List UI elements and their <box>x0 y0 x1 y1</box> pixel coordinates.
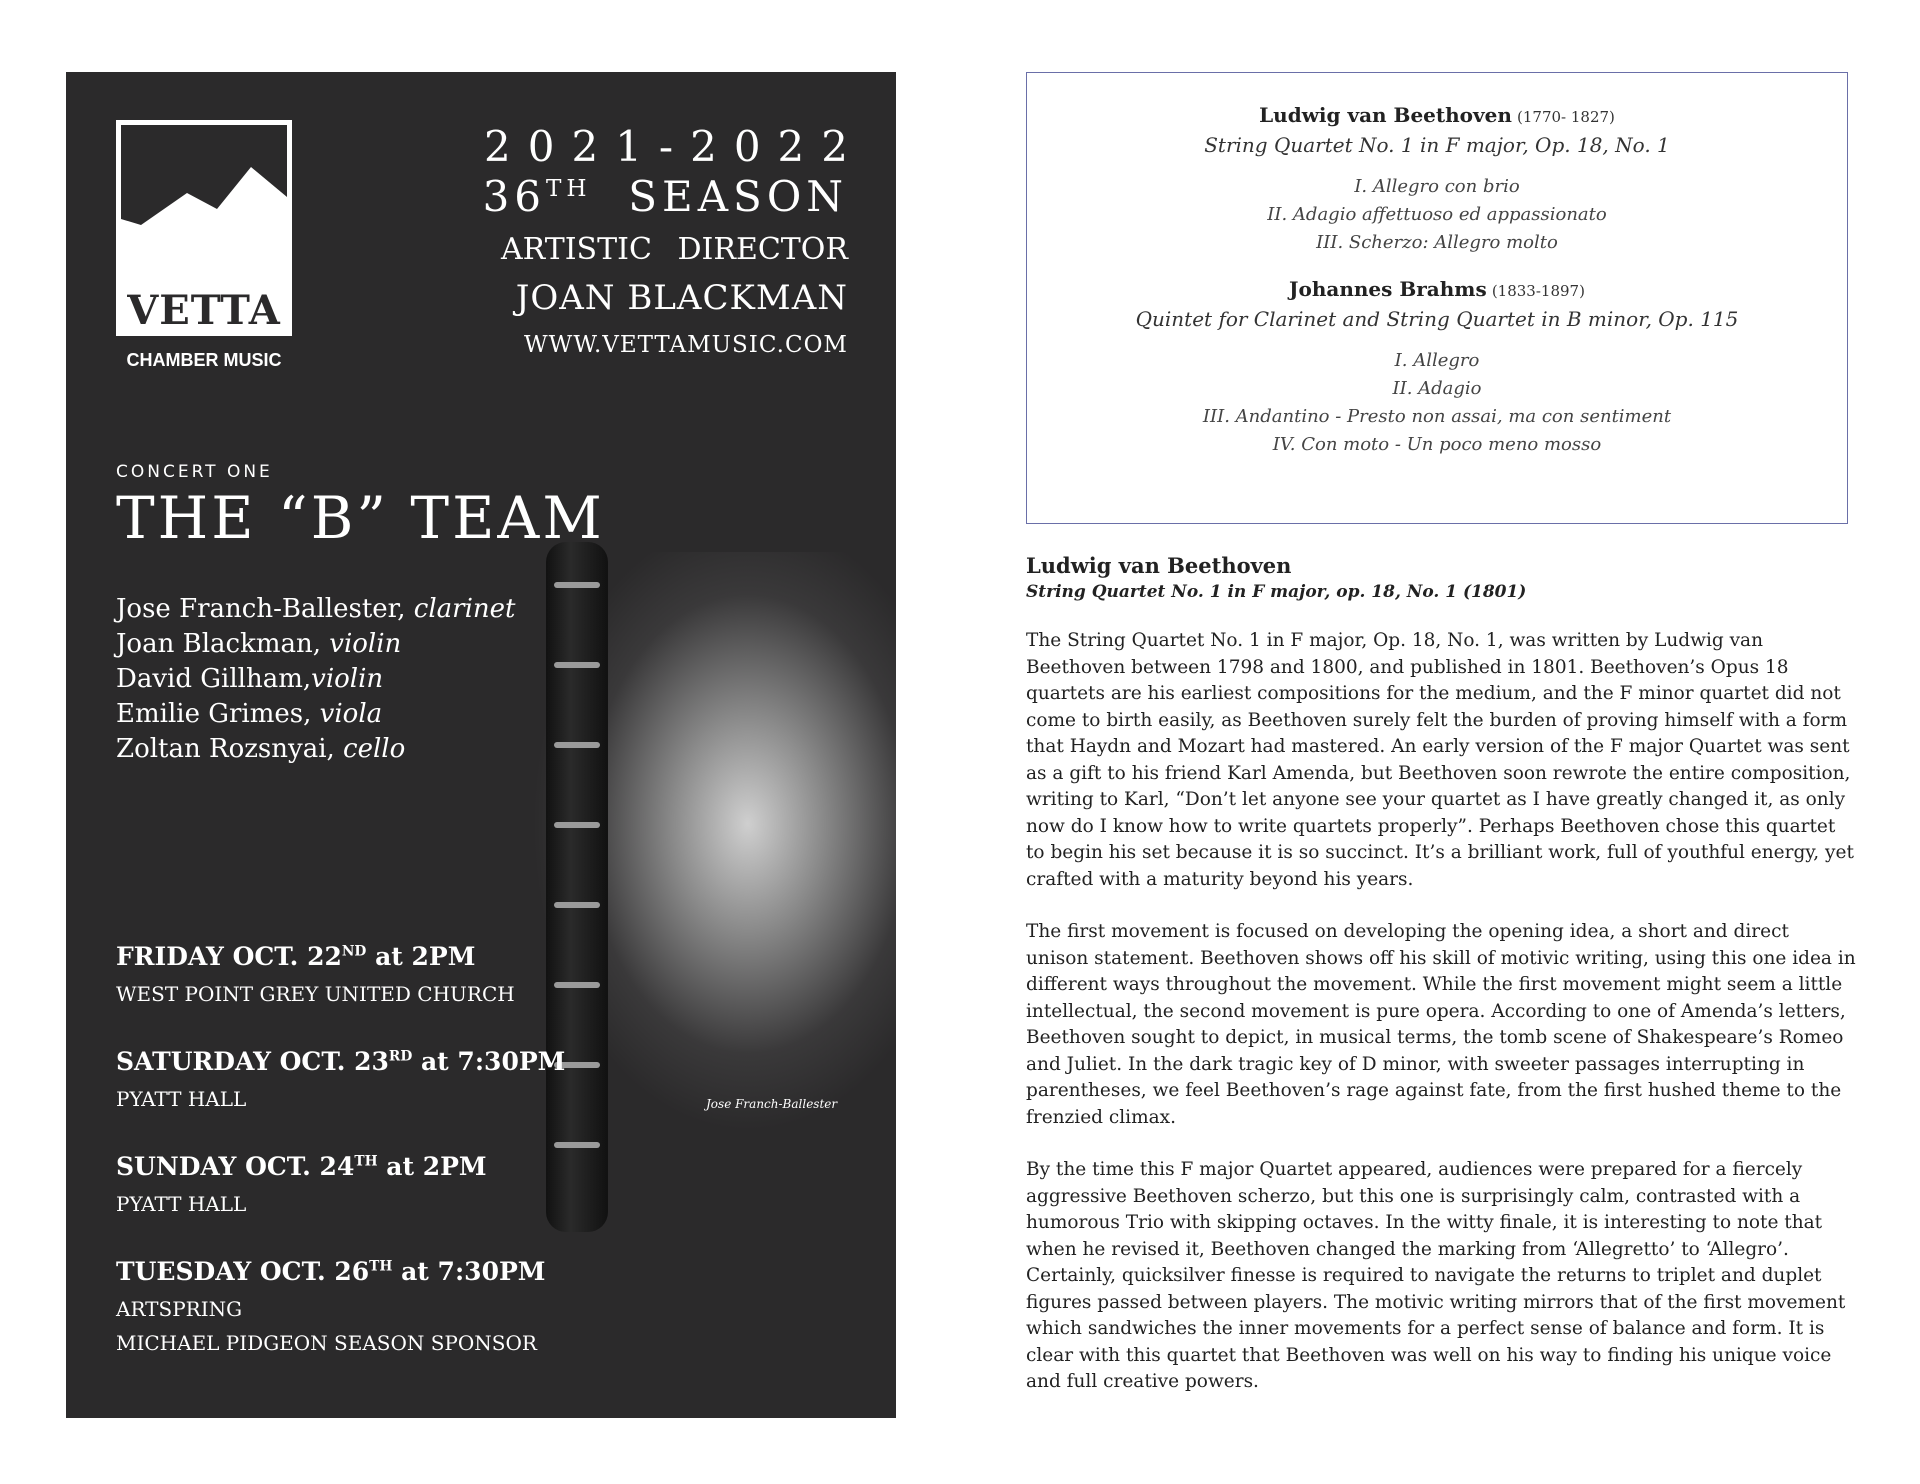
event-tuesday: TUESDAY OCT. 26TH at 7:30PM ARTSPRING MICHAEL PIDGEON SEASON SPONSOR <box>116 1257 546 1355</box>
photo-caption: Jose Franch-Ballester <box>706 1097 838 1111</box>
season-years: 2021-2022 <box>484 122 865 171</box>
mountain-icon <box>121 165 287 225</box>
vetta-logo <box>116 120 292 336</box>
logo-subtitle: CHAMBER MUSIC <box>126 350 282 370</box>
clarinet-image <box>546 542 608 1232</box>
concert-poster <box>66 72 896 1418</box>
performer: David Gillham,violin <box>116 664 384 694</box>
program-box <box>1026 72 1848 524</box>
performer: Jose Franch-Ballester, clarinet <box>116 594 516 624</box>
performer: Zoltan Rozsnyai, cello <box>116 734 406 764</box>
concert-label: CONCERT ONE <box>116 462 273 482</box>
event-saturday: SATURDAY OCT. 23RD at 7:30PM PYATT HALL <box>116 1047 566 1111</box>
website: WWW.VETTAMUSIC.COM <box>524 332 848 358</box>
notes-paragraph: The String Quartet No. 1 in F major, Op. 18, No. 1, was written by Ludwig van Beethoven between 1798 and 1800, and published in 1801. Beethoven’s Opus 18 quartets are his earliest compositions for the medium, and the F minor quartet did not come to birth easily, as Beethoven surely felt the burden of proving himself with a form that Haydn and Mozart had mastered. An early version of the F major Quartet was sent as a gift to his friend Karl Amenda, but Beethoven soon rewrote the entire composition, writing to Karl, “Don’t let anyone see your quartet as I have greatly changed it, as only now do I know how to write quartets properly”. Perhaps Beethoven chose this quartet to begin his set because it is so succinct. It’s a brilliant work, full of youthful energy, yet crafted with a maturity beyond his years. <box>1026 630 1854 890</box>
season-number: 36TH SEASON <box>482 172 848 221</box>
event-friday: FRIDAY OCT. 22ND at 2PM WEST POINT GREY UNITED CHURCH <box>116 942 515 1006</box>
notes-work-title: String Quartet No. 1 in F major, op. 18, No. 1 (1801) <box>1026 582 1527 602</box>
performer: Joan Blackman, violin <box>116 629 402 659</box>
notes-composer: Ludwig van Beethoven <box>1026 553 1292 578</box>
logo-wordmark: VETTA <box>127 287 281 334</box>
performer-list <box>116 592 515 767</box>
program-notes <box>1026 553 1856 1396</box>
program-piece: Ludwig van Beethoven (1770- 1827) String Quartet No. 1 in F major, Op. 18, No. 1 I. Allegro con brio II. Adagio affettuoso ed appassionato III. Scherzo: Allegro molto <box>1204 103 1670 253</box>
notes-paragraph: The first movement is focused on developing the opening idea, a short and direct unison statement. Beethoven shows off his skill of motivic writing, using this one idea in different ways throughout the movement. While the first movement might seem a little intellectual, the second movement is pure opera. According to one of Amenda’s letters, Beethoven sought to depict, in musical terms, the tomb scene of Shakespeare’s Romeo and Juliet. In the dark tragic key of D minor, with sweeter passages interrupting in parentheses, we feel Beethoven’s rage against fate, from the first hushed theme to the frenzied climax. <box>1026 921 1856 1128</box>
director-name: JOAN BLACKMAN <box>515 278 848 318</box>
event-sunday: SUNDAY OCT. 24TH at 2PM PYATT HALL <box>116 1152 487 1216</box>
performer: Emilie Grimes, viola <box>116 699 383 729</box>
program-piece: Johannes Brahms (1833-1897) Quintet for Clarinet and String Quartet in B minor, Op. 115 I. Allegro II. Adagio III. Andantino - Presto non assai, ma con sentiment IV. Con moto - Un poco meno mosso <box>1135 277 1739 455</box>
concert-title: THE “B” TEAM <box>116 484 605 552</box>
director-label: ARTISTIC DIRECTOR <box>500 232 848 267</box>
notes-paragraph: By the time this F major Quartet appeared, audiences were prepared for a fiercely aggressive Beethoven scherzo, but this one is surprisingly calm, contrasted with a humorous Trio with skipping octaves. In the witty finale, it is interesting to note that when he revised it, Beethoven changed the marking from ‘Allegretto’ to ‘Allegro’. Certainly, quicksilver finesse is required to navigate the returns to triplet and duplet figures passed between players. The motivic writing mirrors that of the first movement which sandwiches the inner movements for a perfect sense of balance and form. It is clear with this quartet that Beethoven was well on his way to finding his unique voice and full creative powers. <box>1026 1159 1846 1392</box>
